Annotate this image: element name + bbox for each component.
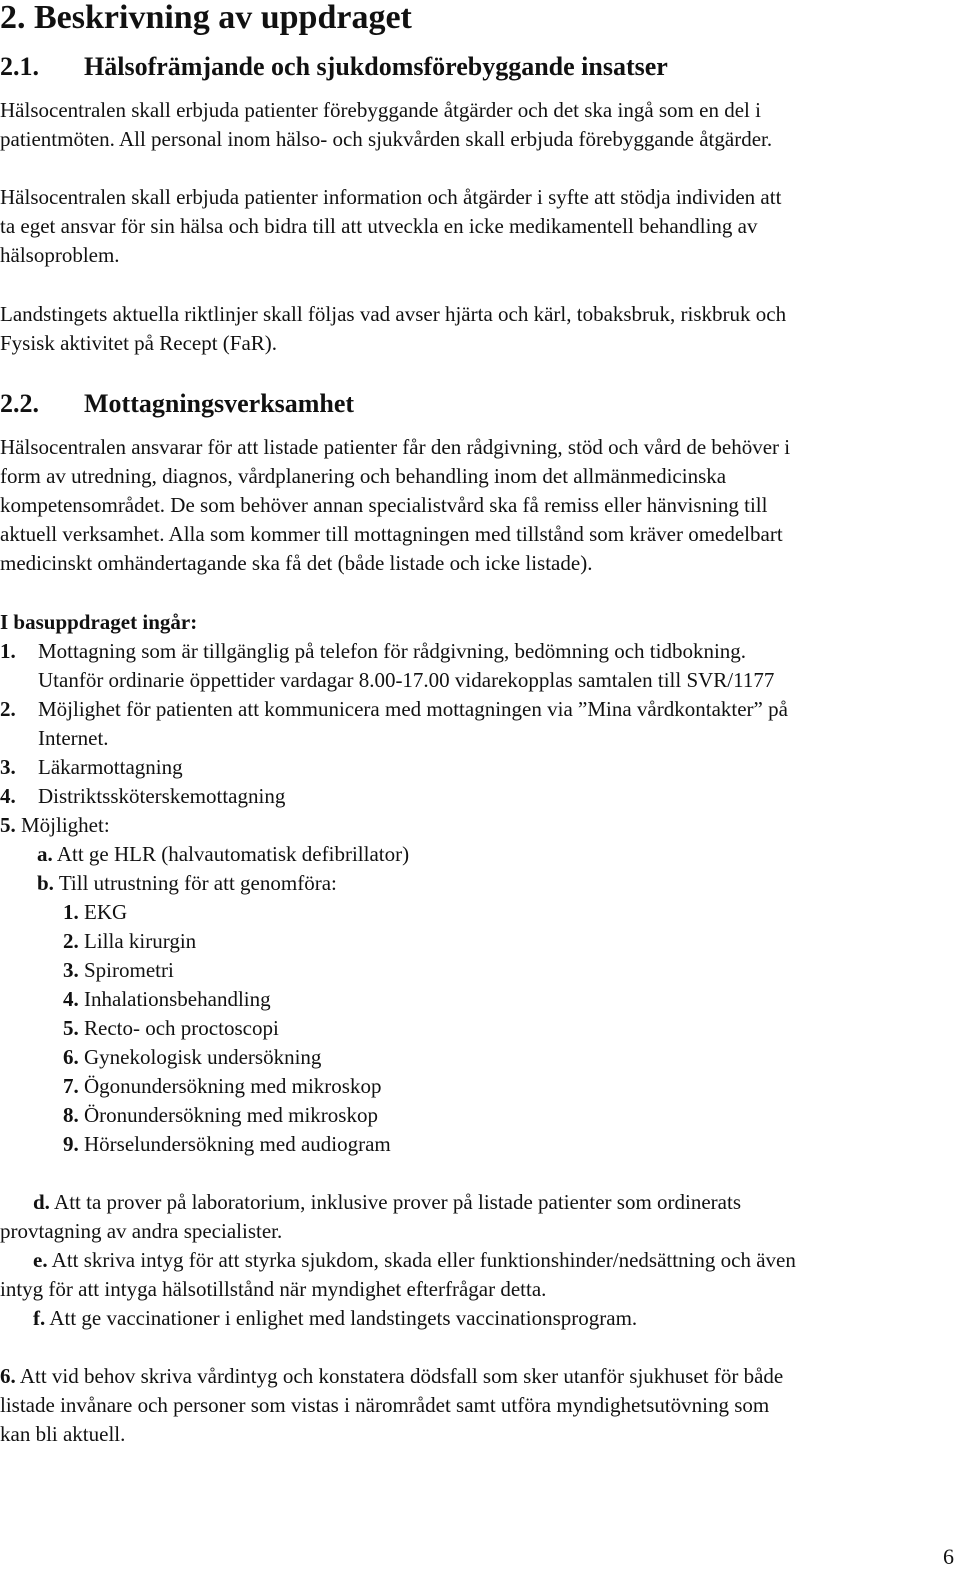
- text-line: kompetensområdet. De som behöver annan specialistvård ska få remiss eller hänvisning till: [0, 493, 768, 517]
- equipment-item: [63, 927, 196, 956]
- section-heading-2-2: [0, 389, 354, 419]
- item-number: 5.: [0, 813, 16, 837]
- list-item-a: [37, 840, 409, 869]
- item-text: Att ge HLR (halvautomatisk defibrillator): [56, 842, 410, 866]
- item-number: 9.: [63, 1132, 79, 1156]
- item-text: Recto- och proctoscopi: [84, 1016, 279, 1040]
- item-number: 8.: [63, 1103, 79, 1127]
- equipment-item: [63, 956, 174, 985]
- item-number: 4.: [63, 987, 79, 1011]
- item-number: 7.: [63, 1074, 79, 1098]
- item-number: 2.: [0, 697, 16, 721]
- list-item-3: [0, 753, 183, 782]
- equipment-item: [63, 1101, 378, 1130]
- text-line: form av utredning, diagnos, vårdplanering och behandling inom det allmänmedicinska: [0, 464, 727, 488]
- item-number: 4.: [0, 784, 16, 808]
- list-item-2: [0, 695, 788, 724]
- list-item-b: [37, 869, 337, 898]
- item-text: Att ta prover på laboratorium, inklusive prover på listade patienter som ordinerats: [54, 1190, 741, 1214]
- list-item-f: [33, 1304, 637, 1333]
- item-text: Läkarmottagning: [38, 755, 183, 779]
- item-text: Ögonundersökning med mikroskop: [84, 1074, 382, 1098]
- item-text: Gynekologisk undersökning: [84, 1045, 322, 1069]
- list-item-1-cont: Utanför ordinarie öppettider vardagar 8.00-17.00 vidarekopplas samtalen till SVR/1177: [38, 668, 775, 692]
- item-text: Spirometri: [84, 958, 174, 982]
- text-line: patientmöten. All personal inom hälso- och sjukvården skall erbjuda förebyggande åtgärder.: [0, 127, 773, 151]
- item-letter: d.: [33, 1190, 50, 1214]
- equipment-item: [63, 1014, 279, 1043]
- item-number: 2.: [63, 929, 79, 953]
- text-line: Hälsocentralen skall erbjuda patienter information och åtgärder i syfte att stödja individen att: [0, 185, 782, 209]
- list-item-6-cont: kan bli aktuell.: [0, 1422, 126, 1446]
- equipment-item: [63, 985, 271, 1014]
- text-line: ta eget ansvar för sin hälsa och bidra till att utveckla en icke medikamentell behandling av: [0, 214, 758, 238]
- item-letter: a.: [37, 842, 53, 866]
- item-number: 6.: [0, 1364, 16, 1388]
- page-number: 6: [943, 1544, 954, 1569]
- item-number: 5.: [63, 1016, 79, 1040]
- item-text: Till utrustning för att genomföra:: [58, 871, 337, 895]
- list-item-d: [33, 1188, 741, 1217]
- item-number: 6.: [63, 1045, 79, 1069]
- equipment-item: [63, 1072, 381, 1101]
- paragraph-reception: [0, 433, 955, 578]
- section-title: Hälsofrämjande och sjukdomsförebyggande insatser: [84, 52, 668, 81]
- list-item-6-cont: listade invånare och personer som vistas i närområdet samt utföra myndighetsutövning som: [0, 1393, 770, 1417]
- item-letter: f.: [33, 1306, 46, 1330]
- item-letter: b.: [37, 871, 54, 895]
- item-number: 3.: [0, 755, 16, 779]
- item-text: Distriktssköterskemottagning: [38, 784, 286, 808]
- equipment-item: [63, 1043, 321, 1072]
- main-heading: 2. Beskrivning av uppdraget: [0, 0, 412, 36]
- list-item-5: [0, 811, 110, 840]
- list-item-e-cont: intyg för att intyga hälsotillstånd när myndighet efterfrågar detta.: [0, 1277, 547, 1301]
- item-text: Möjlighet för patienten att kommunicera med mottagningen via ”Mina vårdkontakter” på: [38, 697, 788, 721]
- paragraph-information: [0, 183, 955, 270]
- section-title: Mottagningsverksamhet: [84, 389, 355, 418]
- text-line: Hälsocentralen skall erbjuda patienter förebyggande åtgärder och det ska ingå som en del i: [0, 98, 761, 122]
- item-number: 1.: [0, 639, 16, 663]
- item-text: Hörselundersökning med audiogram: [84, 1132, 391, 1156]
- item-text: Att skriva intyg för att styrka sjukdom, skada eller funktionshinder/nedsättning och även: [51, 1248, 796, 1272]
- item-text: EKG: [84, 900, 128, 924]
- section-number: 2.2.: [0, 389, 39, 418]
- text-line: Fysisk aktivitet på Recept (FaR).: [0, 331, 278, 355]
- item-text: Lilla kirurgin: [84, 929, 197, 953]
- paragraph-preventive: [0, 96, 955, 154]
- list-item-2-cont: Internet.: [38, 726, 109, 750]
- item-number: 1.: [63, 900, 79, 924]
- text-line: aktuell verksamhet. Alla som kommer till mottagningen med tillstånd som kräver omedelbart: [0, 522, 783, 546]
- list-item-4: [0, 782, 286, 811]
- item-text: Mottagning som är tillgänglig på telefon för rådgivning, bedömning och tidbokning.: [38, 639, 747, 663]
- subheading-basuppdrag: I basuppdraget ingår:: [0, 610, 198, 634]
- item-letter: e.: [33, 1248, 48, 1272]
- item-number: 3.: [63, 958, 79, 982]
- list-item-d-cont: provtagning av andra specialister.: [0, 1219, 283, 1243]
- list-item-e: [33, 1246, 796, 1275]
- item-text: Att vid behov skriva vårdintyg och konstatera dödsfall som sker utanför sjukhuset för både: [19, 1364, 784, 1388]
- equipment-item: [63, 1130, 391, 1159]
- section-number: 2.1.: [0, 52, 39, 81]
- list-item-1: [0, 637, 747, 666]
- text-line: Landstingets aktuella riktlinjer skall följas vad avser hjärta och kärl, tobaksbruk, riskbruk och: [0, 302, 787, 326]
- item-text: Att ge vaccinationer i enlighet med landstingets vaccinationsprogram.: [49, 1306, 638, 1330]
- text-line: hälsoproblem.: [0, 243, 120, 267]
- item-text: Öronundersökning med mikroskop: [84, 1103, 378, 1127]
- item-text: Möjlighet:: [21, 813, 110, 837]
- text-line: medicinskt omhändertagande ska få det (både listade och icke listade).: [0, 551, 593, 575]
- equipment-item: [63, 898, 127, 927]
- text-line: Hälsocentralen ansvarar för att listade patienter får den rådgivning, stöd och vård de behöver i: [0, 435, 791, 459]
- item-text: Inhalationsbehandling: [84, 987, 271, 1011]
- list-item-6: [0, 1362, 783, 1391]
- paragraph-guidelines: [0, 300, 955, 358]
- section-heading-2-1: [0, 52, 668, 82]
